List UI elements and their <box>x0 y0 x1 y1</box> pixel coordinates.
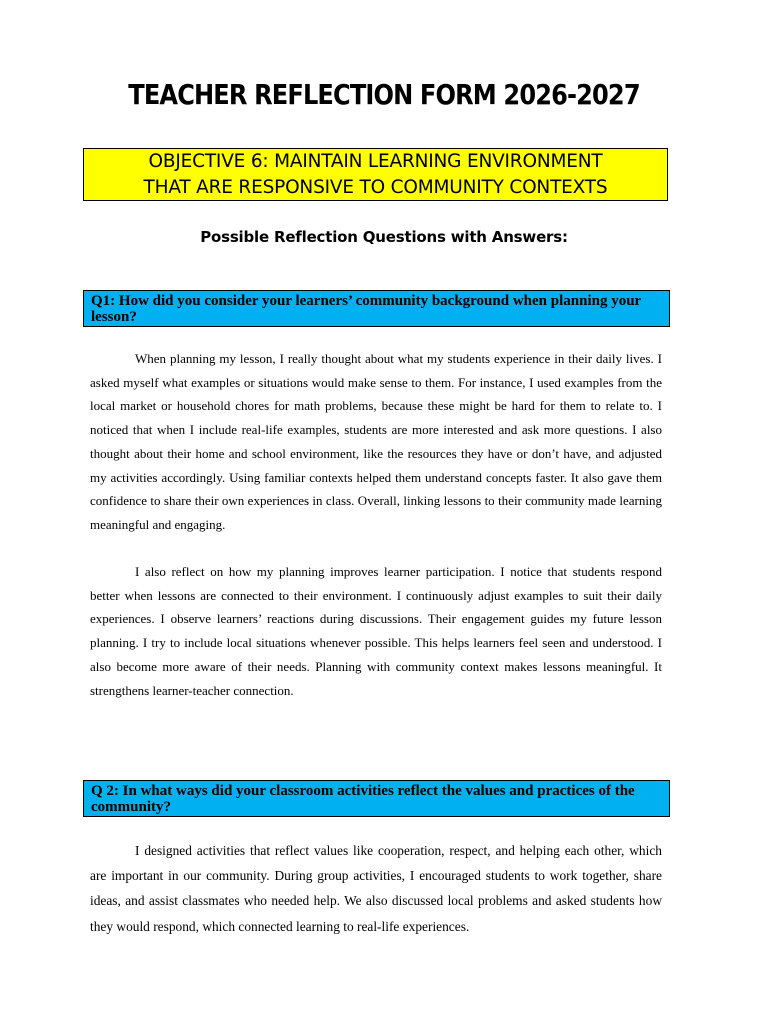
objective-banner <box>83 148 668 201</box>
question-2-box: Q 2: In what ways did your classroom activities reflect the values and practices of the community? <box>83 780 670 817</box>
answer-2-paragraph-1: I designed activities that reflect values like cooperation, respect, and helping each other, which are important in our community. During group activities, I encouraged students to work together, share ideas, and assist classmates who needed help. We also discussed local problems and asked students how they would respond, which connected learning to real-life experiences. <box>90 843 662 934</box>
objective-line-1: OBJECTIVE 6: MAINTAIN LEARNING ENVIRONMENT <box>148 150 603 172</box>
question-1-box: Q1: How did you consider your learners’ community background when planning your lesson? <box>83 290 670 327</box>
page-title: TEACHER REFLECTION FORM 2026-2027 <box>128 78 640 111</box>
objective-line-2: THAT ARE RESPONSIVE TO COMMUNITY CONTEXTS <box>143 176 608 198</box>
answer-1-paragraph-2: I also reflect on how my planning improves learner participation. I notice that students respond better when lessons are connected to their environment. I continuously adjust examples to suit their daily experiences. I observe learners’ reactions during discussions. Their engagement guides my future lesson planning. I try to include local situations whenever possible. This helps learners feel seen and understood. I also become more aware of their needs. Planning with community context makes lessons meaningful. It strengthens learner-teacher connection. <box>90 564 662 698</box>
answer-1-paragraph-1: When planning my lesson, I really thought about what my students experience in their daily lives. I asked myself what examples or situations would make sense to them. For instance, I used examples from the local market or household chores for math problems, because these might be hard for them to relate to. I noticed that when I include real-life examples, students are more interested and ask more questions. I also thought about their home and school environment, like the resources they have or don’t have, and adjusted my activities accordingly. Using familiar contexts helped them understand concepts faster. It also gave them confidence to share their own experiences in class. Overall, linking lessons to their community made learning meaningful and engaging. <box>90 351 662 532</box>
section-subheading: Possible Reflection Questions with Answers: <box>200 228 568 246</box>
